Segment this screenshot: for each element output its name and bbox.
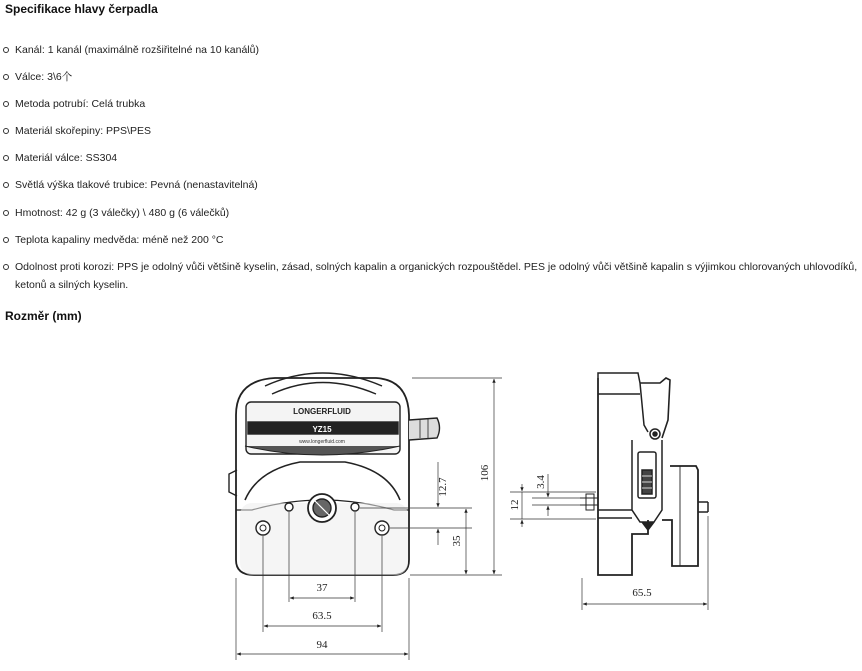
section-title: Specifikace hlavy čerpadla — [5, 2, 158, 16]
dim-hole-spacing: 63.5 — [312, 610, 332, 622]
pump-side-view — [580, 373, 708, 575]
brand-label: LONGERFLUID — [293, 407, 351, 416]
dim-side-12: 12 — [509, 499, 521, 511]
side-dimensions — [510, 474, 708, 610]
dim-width-total: 94 — [316, 639, 328, 651]
dim-height-35: 35 — [451, 535, 463, 547]
dimension-title: Rozměr (mm) — [5, 309, 82, 323]
model-label: YZ15 — [312, 425, 332, 434]
dim-height-total: 106 — [479, 464, 491, 482]
website-label: www.longerfluid.com — [299, 439, 345, 445]
screw-hole — [351, 503, 359, 511]
pump-front-view — [229, 373, 440, 575]
dim-center-spacing: 37 — [316, 582, 328, 594]
dim-height-12-7: 12.7 — [437, 477, 449, 497]
dim-depth: 65.5 — [632, 587, 652, 599]
dim-side-3-4: 3.4 — [535, 475, 547, 489]
screw-hole — [285, 503, 293, 511]
